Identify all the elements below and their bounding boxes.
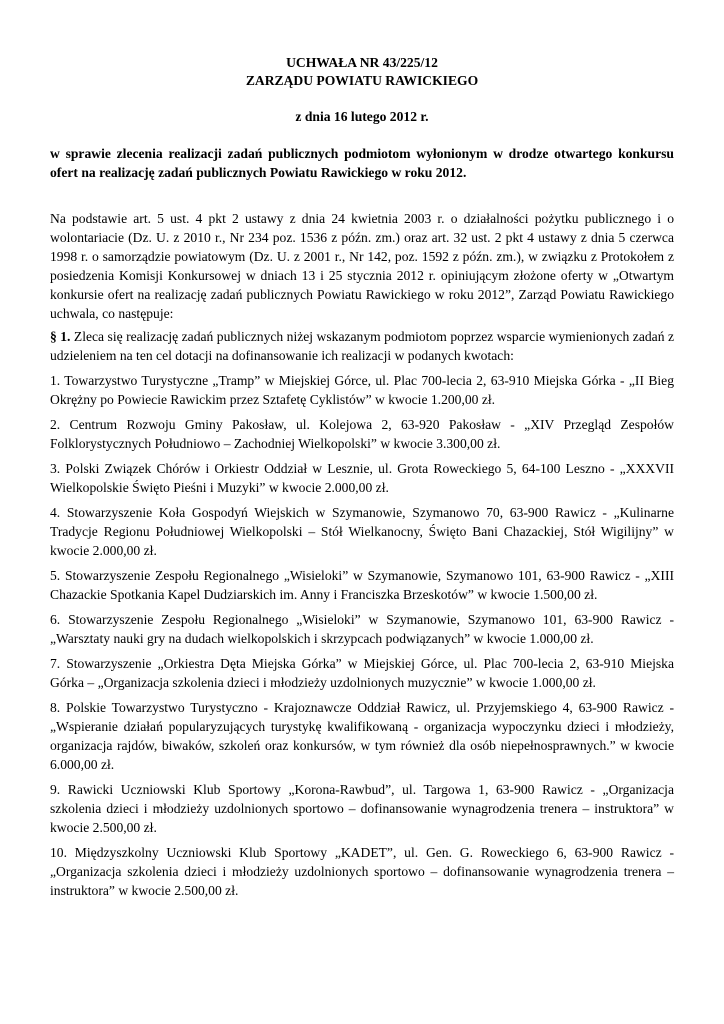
- legal-basis: Na podstawie art. 5 ust. 4 pkt 2 ustawy z dnia 24 kwietnia 2003 r. o działalności pożytku publicznego i o wolontariacie (Dz. U. z 2010 r., Nr 234 poz. 1536 z późn. zm.) oraz art. 32 ust. 2 pkt 4 ustawy z dnia 5 czerwca 1998 r. o samorządzie powiatowym (Dz. U. z 2001 r., Nr 142, poz. 1592 z późn. zm.), w związku z Protokołem z posiedzenia Komisji Konkursowej w dniach 13 i 25 stycznia 2012 r. opiniującym złożone oferty w „Otwartym konkursie ofert na realizację zadań publicznych Powiatu Rawickiego w roku 2012”, Zarząd Powiatu Rawickiego uchwala, co następuje:: [50, 211, 674, 321]
- list-item: 1. Towarzystwo Turystyczne „Tramp” w Miejskiej Górce, ul. Plac 700-lecia 2, 63-910 Miejska Górka - „II Bieg Okrężny po Powiecie Rawickim przez Sztafetę Cyklistów” w kwocie 1.200,00 zł.: [50, 373, 674, 407]
- list-item: 9. Rawicki Uczniowski Klub Sportowy „Korona-Rawbud”, ul. Targowa 1, 63-900 Rawicz - „Organizacja szkolenia dzieci i młodzieży uzdolnionych sportowo – dofinansowanie wynagrodzenia trenera – instruktora” w kwocie 2.500,00 zł.: [50, 782, 674, 835]
- issuing-body: ZARZĄDU POWIATU RAWICKIEGO: [245, 73, 479, 88]
- resolution-date: z dnia 16 lutego 2012 r.: [295, 109, 429, 124]
- list-item: 6. Stowarzyszenie Zespołu Regionalnego „Wisieloki” w Szymanowie, Szymanowo 101, 63-900 Rawicz - „Warsztaty nauki gry na dudach wielkopolskich i skrzypcach podwiązanych” w kwocie 1.000,00 zł.: [50, 612, 674, 646]
- list-item: 2. Centrum Rozwoju Gminy Pakosław, ul. Kolejowa 2, 63-920 Pakosław - „XIV Przegląd Zespołów Folklorystycznych Południowo – Zachodniej Wielkopolski” w kwocie 3.300,00 zł.: [50, 417, 674, 451]
- list-item: 5. Stowarzyszenie Zespołu Regionalnego „Wisieloki” w Szymanowie, Szymanowo 101, 63-900 Rawicz - „XIII Chazackie Spotkania Kapel Dudziarskich im. Anny i Franciszka Brzeskotów” w kwocie 1.500,00 zł.: [50, 568, 674, 602]
- resolution-number: UCHWAŁA NR 43/225/12: [286, 55, 438, 70]
- grant-list: [50, 371, 674, 900]
- list-item: 8. Polskie Towarzystwo Turystyczno - Krajoznawcze Oddział Rawicz, ul. Przyjemskiego 4, 63-900 Rawicz - „Wspieranie działań popularyzujących turystykę kwalifikowaną - organizacja wypoczynku dzieci i młodzieży, organizacja rajdów, biwaków, szkoleń oraz konkursów, w tym również dla osób niepełnosprawnych.” w kwocie 6.000,00 zł.: [50, 700, 674, 772]
- list-item: 3. Polski Związek Chórów i Orkiestr Oddział w Lesznie, ul. Grota Roweckiego 5, 64-100 Leszno - „XXXVII Wielkopolskie Święto Pieśni i Muzyki” w kwocie 2.000,00 zł.: [50, 461, 674, 495]
- resolution-subject: w sprawie zlecenia realizacji zadań publicznych podmiotom wyłonionym w drodze otwartego konkursu ofert na realizację zadań publicznych Powiatu Rawickiego w roku 2012.: [50, 146, 674, 180]
- section-1: [50, 327, 674, 365]
- list-item: 10. Międzyszkolny Uczniowski Klub Sportowy „KADET”, ul. Gen. G. Roweckiego 6, 63-900 Rawicz - „Organizacja szkolenia dzieci i młodzieży uzdolnionych sportowo – dofinansowanie wynagrodzenia trenera – instruktora” w kwocie 2.500,00 zł.: [50, 845, 674, 898]
- section-1-mark: § 1.: [50, 329, 71, 344]
- list-item: 4. Stowarzyszenie Koła Gospodyń Wiejskich w Szymanowie, Szymanowo 70, 63-900 Rawicz - „Kulinarne Tradycje Regionu Południowej Wielkopolski – Stół Wielkanocny, Święto Bani Chazackiej, Stół Wigilijny” w kwocie 2.000,00 zł.: [50, 505, 674, 558]
- list-item: 7. Stowarzyszenie „Orkiestra Dęta Miejska Górka” w Miejskiej Górce, ul. Plac 700-lecia 2, 63-910 Miejska Górka – „Organizacja szkolenia dzieci i młodzieży uzdolnionych muzycznie” w kwocie 1.000,00 zł.: [50, 656, 674, 690]
- section-1-text: Zleca się realizację zadań publicznych niżej wskazanym podmiotom poprzez wsparcie wymienionych zadań z udzieleniem na ten cel dotacji na dofinansowanie ich realizacji w podanych kwotach:: [50, 329, 674, 363]
